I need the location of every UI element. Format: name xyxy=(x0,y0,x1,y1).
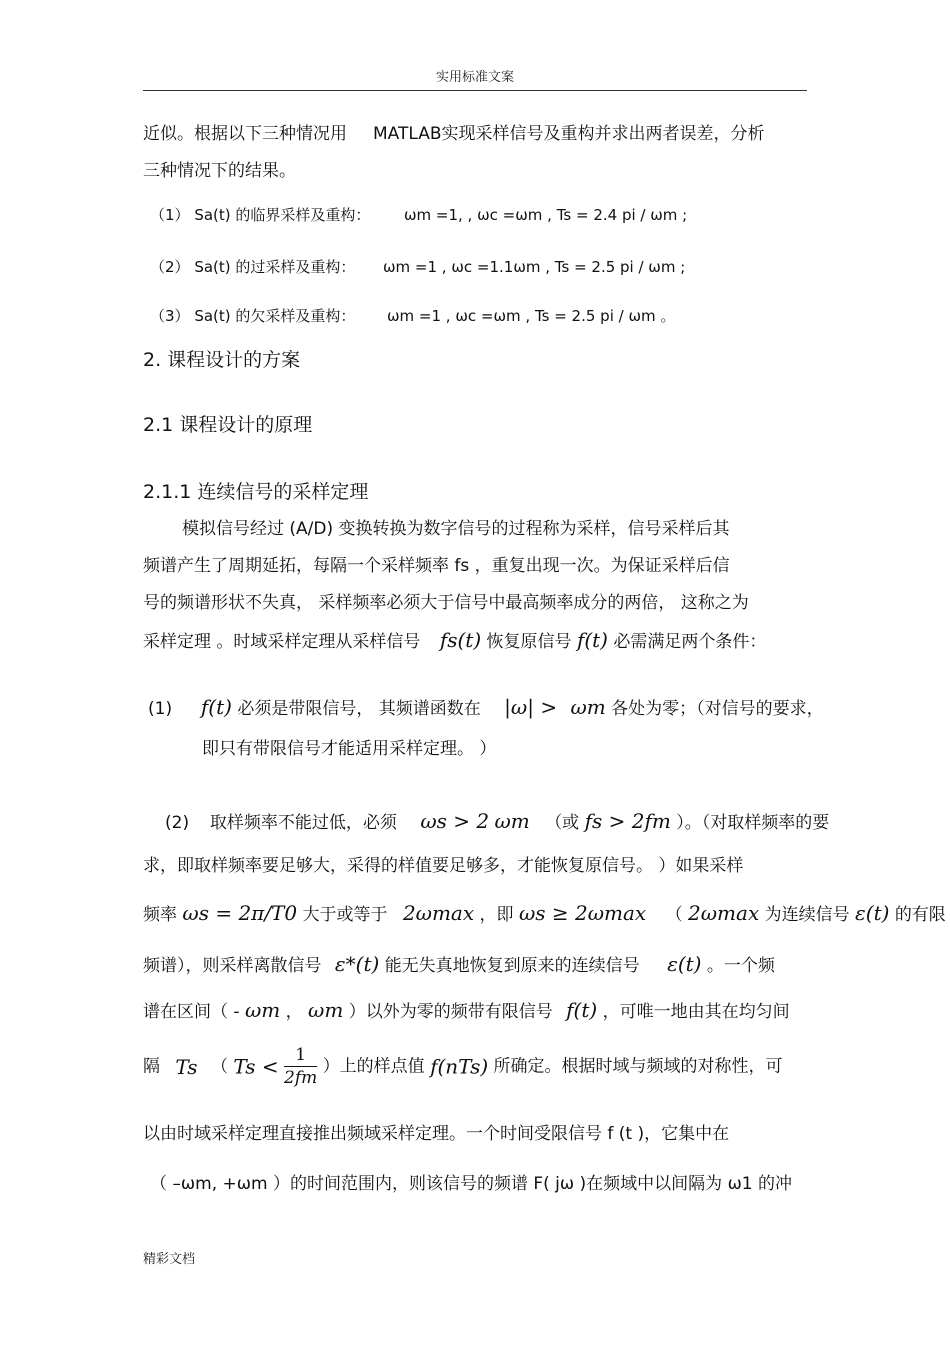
text: 为连续信号 xyxy=(764,905,850,925)
math-f-t: f(t) xyxy=(576,628,608,652)
text: 能无失真地恢复到原来的连续信号 xyxy=(384,956,640,976)
math-omega-m: ωm xyxy=(494,809,530,833)
text: 隔 xyxy=(143,1056,160,1077)
text: （ xyxy=(665,905,683,925)
math-Ts-lt: Ts < xyxy=(233,1054,279,1079)
math-fraction xyxy=(284,1044,317,1089)
header-rule xyxy=(143,90,807,91)
math-2wmax: 2ωmax xyxy=(688,901,760,925)
para-line: 模拟信号经过 (A/D) 变换转换为数字信号的过程称为采样，信号采样后其 xyxy=(182,519,730,539)
page-header: 实用标准文案 xyxy=(435,70,514,85)
case-2 xyxy=(150,257,685,277)
fraction-numerator: 1 xyxy=(284,1044,317,1067)
text: 谱在区间（ - xyxy=(143,1002,240,1022)
math-f-nTs: f(nTs) xyxy=(430,1054,489,1079)
heading-2: 2. 课程设计的方案 xyxy=(143,349,301,371)
text: 频谱），则采样离散信号 xyxy=(143,956,322,976)
math-abs-omega: |ω| > xyxy=(504,695,558,719)
math-omega-m: ωm xyxy=(244,998,281,1022)
math-ws-eq: ωs = 2π/T0 xyxy=(182,901,298,925)
text: ，即 xyxy=(479,905,514,925)
para-line xyxy=(143,630,766,652)
math-ws-ge: ωs ≥ 2ωmax xyxy=(518,901,647,925)
para-line: 号的频谱形状不失真， 采样频率必须大于信号中最高频率成分的两倍， 这称之为 xyxy=(143,593,749,613)
para-line xyxy=(143,954,775,976)
case-text: Sa(t) 的过采样及重构： xyxy=(194,258,356,276)
case-1 xyxy=(150,205,687,225)
fraction-denominator: 2fm xyxy=(284,1068,318,1088)
case-label: （1） xyxy=(150,206,190,224)
intro-line-2: 三种情况下的结果。 xyxy=(143,161,296,181)
math-2wmax: 2ωmax xyxy=(402,901,475,925)
text: 所确定。根据时域与频域的对称性，可 xyxy=(493,1056,783,1077)
case-text: Sa(t) 的欠采样及重构： xyxy=(194,307,356,325)
case-3 xyxy=(150,306,675,326)
text: 取样频率不能过低，必须 xyxy=(209,813,397,833)
text: 必须是带限信号， 其频谱函数在 xyxy=(237,699,481,719)
math-fs-gt: fs > 2fm xyxy=(584,809,671,833)
math-f-t: f(t) xyxy=(566,998,598,1022)
text: ）上的样点值 xyxy=(322,1056,425,1077)
text: 采样定理 。时域采样定理从采样信号 xyxy=(143,632,421,652)
case-label: （2） xyxy=(150,258,190,276)
condition-label: (2) xyxy=(165,813,190,833)
para-line: （ –ωm, +ωm ）的时间范围内，则该信号的频谱 F( jω )在频域中以间隔为 ω1 的冲 xyxy=(150,1174,793,1194)
math-omega-s: ωs > 2 xyxy=(420,809,490,833)
math-eps-star: ε*(t) xyxy=(334,952,380,976)
condition-1-line-2: 即只有带限信号才能适用采样定理。 ） xyxy=(202,739,497,759)
text: 的有限 xyxy=(894,905,946,925)
para-line xyxy=(143,1044,783,1089)
math-fs-t: fs(t) xyxy=(439,628,482,652)
text: 必需满足两个条件： xyxy=(613,632,767,652)
case-text: Sa(t) 的临界采样及重构： xyxy=(194,206,371,224)
para-line: 求，即取样频率要足够大，采得的样值要足够多，才能恢复原信号。 ）如果采样 xyxy=(143,856,744,876)
case-params: ωm =1, , ωc =ωm , Ts = 2.4 pi / ωm ; xyxy=(403,206,688,224)
text: 大于或等于 xyxy=(302,905,388,925)
para-line: 频谱产生了周期延拓，每隔一个采样频率 fs ，重复出现一次。为保证采样后信 xyxy=(143,556,730,576)
text: 。一个频 xyxy=(706,956,775,976)
text: 频率 xyxy=(143,905,177,925)
case-params: ωm =1 , ωc =1.1ωm , Ts = 2.5 pi / ωm ; xyxy=(382,258,686,276)
heading-2-1: 2.1 课程设计的原理 xyxy=(143,414,313,436)
para-line: 以由时域采样定理直接推出频域采样定理。一个时间受限信号 f (t )，它集中在 xyxy=(143,1124,730,1144)
intro-text-rest: 实现采样信号及重构并求出两者误差，分析 xyxy=(441,124,765,144)
text: ）以外为零的频带有限信号 xyxy=(348,1002,553,1022)
page-footer: 精彩文档 xyxy=(143,1252,196,1267)
text: ， xyxy=(285,1002,303,1022)
para-line xyxy=(143,903,946,925)
text: （或 xyxy=(545,813,580,833)
math-f-t: f(t) xyxy=(200,695,232,719)
math-Ts: Ts xyxy=(175,1054,198,1079)
text: 各处为零；（对信号的要求， xyxy=(611,699,824,719)
math-omega-m: ωm xyxy=(308,998,344,1022)
case-label: （3） xyxy=(150,307,190,325)
para-line xyxy=(143,1000,790,1022)
condition-2 xyxy=(165,811,829,833)
condition-label: (1) xyxy=(148,699,173,719)
text: 恢复原信号 xyxy=(486,632,572,652)
condition-1 xyxy=(148,697,824,719)
math-eps-t: ε(t) xyxy=(855,901,890,925)
heading-2-1-1: 2.1.1 连续信号的采样定理 xyxy=(143,481,369,503)
case-params: ωm =1 , ωc =ωm , Ts = 2.5 pi / ωm 。 xyxy=(386,307,676,325)
text: ，可唯一地由其在均匀间 xyxy=(602,1002,790,1022)
text: （ xyxy=(210,1056,228,1077)
intro-line-1 xyxy=(143,124,765,144)
intro-text: 近似。根据以下三种情况用 xyxy=(143,124,347,144)
matlab-label: MATLAB xyxy=(373,124,442,144)
text: ）。（对取样频率的要 xyxy=(676,813,830,833)
math-eps-t: ε(t) xyxy=(667,952,702,976)
math-omega-m: ωm xyxy=(570,695,606,719)
